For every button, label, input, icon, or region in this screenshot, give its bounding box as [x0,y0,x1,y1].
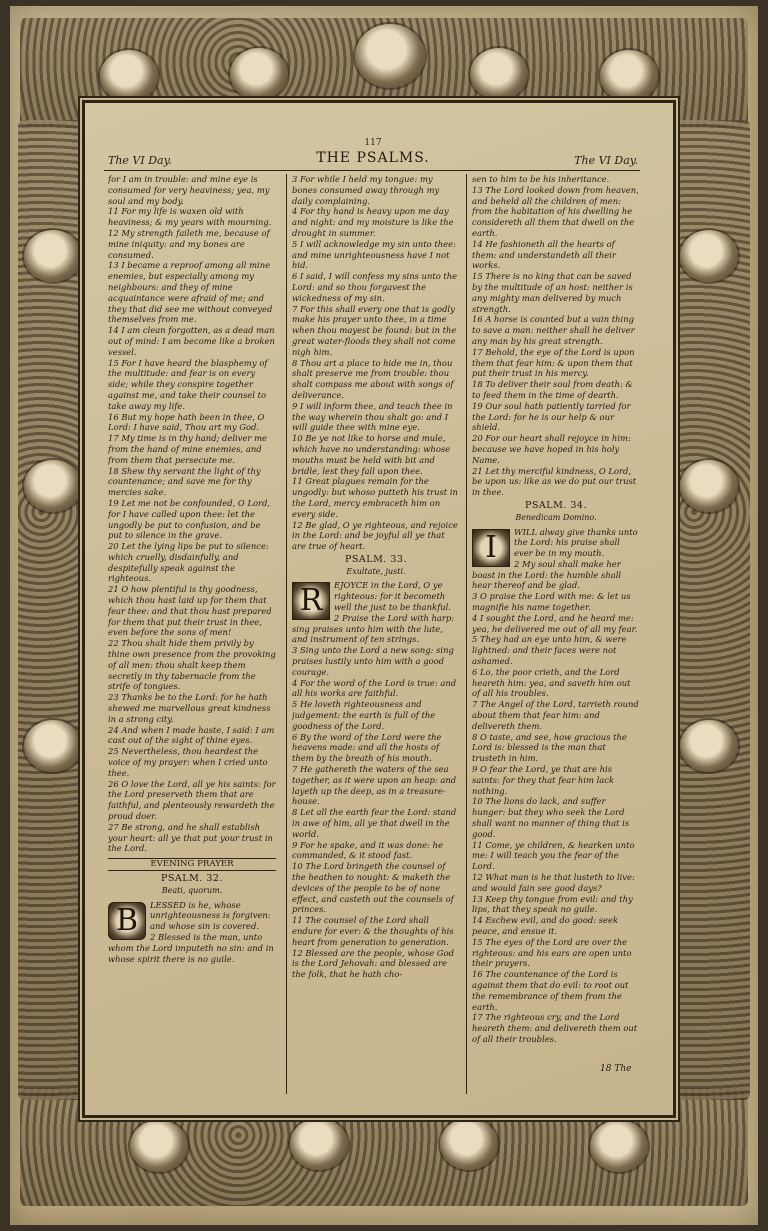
cherub-ornament [680,720,738,772]
verse: 25 Nevertheless, thou heardest the voice of my prayer: when I cried unto thee. [108,746,268,778]
verse: 19 Our soul hath patiently tarried for the Lord: for he is our help & our shield. [472,400,631,433]
verse: 17 My time is in thy hand; deliver me from the hand of mine enemies, and from them that persecute me. [108,433,267,465]
cherub-ornament [100,50,158,102]
verse: 6 By the word of the Lord were the heavens made: and all the hosts of them by the breath of his mouth. [292,731,442,764]
verse: 8 Let all the earth fear the Lord: stand in awe of him, all ye that dwell in the world. [292,807,457,839]
verse: 19 Let me not be confounded, O Lord, for I have called upon thee: let the ungodly be put to confusion, and be put to silence in the grave. [108,497,271,541]
psalm-34-heading: PSALM. 34. [525,499,587,511]
verse: 18 Shew thy servant the light of thy countenance; and save me for thy mercies sake. [108,465,261,498]
running-header [108,150,638,170]
verse: 9 O fear the Lord, ye that are his saints: for they that fear him lack nothing. [472,764,615,796]
cherub-ornament [24,720,82,772]
verse: 16 A horse is counted but a vain thing to save a man: neither shall he deliver any man by his great strength. [472,314,635,346]
header-rule [104,170,640,171]
verse: 21 O how plentiful is thy goodness, which thou hast laid up for them that fear thee: and that thou hast prepared for them that put their trust in thee, even before the sons of men! [108,584,272,638]
verse: 5 I will acknowledge my sin unto thee: and mine unrighteousness have I not hid. [292,238,456,271]
verse: 5 They had an eye unto him, & were lightned: and their faces were not ashamed. [472,634,627,667]
verse: 12 Blessed are the people, whose God is the Lord Jehovah: and blessed are the folk, that he hath cho- [292,947,454,980]
verse: 3 Sing unto the Lord a new song: sing praises lustily unto him with a good courage. [292,645,454,677]
verse: 17 Behold, the eye of the Lord is upon them that fear him: & upon them that put their trust in his mercy. [472,346,635,379]
verse: 8 O taste, and see, how gracious the Lord is: blessed is the man that trusteth in him. [472,731,627,764]
verse: LESSED is he, whose unrighteousness is forgiven: and whose sin is covered. [150,899,271,932]
verse: 2 Blessed is the man, unto whom the Lord imputeth no sin: and in whose spirit there is no guile. [108,931,274,964]
cherub-ornament [600,50,658,102]
cherub-ornament [355,24,425,88]
psalm-32-heading: PSALM. 32. [161,873,223,884]
psalm33-continued-verses [472,174,640,498]
cherub-ornament [680,230,738,282]
verse: 16 But my hope hath been in thee, O Lord: I have said, Thou art my God. [108,411,265,433]
verse: 10 Be ye not like to horse and mule, which have no understanding: whose mouths must be held with bit and bridle, lest they fall upon thee. [292,433,451,476]
cherub-ornament [230,48,288,100]
verse: 9 For he spake, and it was done: he commanded, & it stood fast. [292,839,443,861]
psalm34-verses [472,527,640,1045]
verse: 18 To deliver their soul from death: & to feed them in the time of dearth. [472,379,633,400]
header-left-day: The VI Day. [108,154,172,167]
verse: 7 The Angel of the Lord, tarrieth round about them that fear him: and delivereth them. [472,699,639,731]
verse: 16 The countenance of the Lord is against them that do evil: to root out the remembrance of them from the earth. [472,969,629,1012]
verse: 3 For while I held my tongue: my bones consumed away through my daily complaining. [292,174,440,206]
verse: 20 For our heart shall rejoyce in him: because we have hoped in his holy Name. [472,433,631,465]
verse: 13 The Lord looked down from heaven, and beheld all the children of men: from the habitation of his dwelling he considereth all them that dwell on the earth. [472,184,639,238]
verse: 10 The Lord bringeth the counsel of the heathen to nought: & maketh the devices of the people to be of none effect, and casteth out the counsels of princes. [292,861,454,915]
verse: 6 I said, I will confess my sins unto the Lord: and so thou forgavest the wickedness of my sin. [292,271,458,303]
verse: 15 There is no king that can be saved by the multitude of an host: neither is any mighty man delivered by much strength. [472,271,633,314]
verse: 9 I will inform thee, and teach thee in the way wherein thou shalt go: and I will guide thee with mine eye. [292,400,453,433]
catchword: 18 The [600,1064,632,1074]
verse: 8 Thou art a place to hide me in, thou shalt preserve me from trouble: thou shalt compass me about with songs of deliverance. [292,357,454,400]
header-title: THE PSALMS. [316,150,430,166]
folio-number: 117 [364,138,382,148]
verse: 17 The righteous cry, and the Lord heareth them: and delivereth them out of all their troubles. [472,1012,638,1044]
evening-prayer-heading: EVENING PRAYER [108,858,276,871]
psalm-32-subtitle: Beati, quorum. [161,885,223,895]
cherub-ornament [130,1120,188,1172]
verse: 5 He loveth righteousness and judgement: the earth is full of the goodness of the Lord. [292,699,436,731]
psalm31-verses [108,174,276,854]
verse: 12 My strength faileth me, because of mine iniquity: and my bones are consumed. [108,227,270,260]
dropcap-b: B [108,902,146,940]
verse: 20 Let the lying lips be put to silence: which cruelly, disdainfully, and despitefully speak against the righteous. [108,541,269,584]
cherub-ornament [590,1120,648,1172]
verse: 6 Lo, the poor crieth, and the Lord heareth him: yea, and saveth him out of all his troubles. [472,666,631,699]
verse: 12 What man is he that lusteth to live: and would fain see good days? [472,872,635,893]
verse: 27 Be strong, and he shall establish your heart: all ye that put your trust in the Lord. [108,821,273,854]
verse: 23 Thanks be to the Lord: for he hath shewed me marvellous great kindness in a strong city. [108,692,271,724]
verse: 11 For my life is waxen old with heaviness; & my years with mourning. [108,206,272,228]
cherub-ornament [24,460,82,512]
column-separator [466,174,467,1094]
verse: 12 Be glad, O ye righteous, and rejoice in the Lord: and be joyful all ye that are true of heart. [292,519,458,552]
dropcap-r: R [292,582,330,620]
verse: 4 For the word of the Lord is true: and all his works are faithful. [292,677,457,699]
column-separator [286,174,287,1094]
verse: sen to him to be his inheritance. [472,174,610,184]
verse: 2 My soul shall make her boast in the Lord: the humble shall hear thereof and be glad. [472,558,622,591]
dropcap-i: I [472,529,510,567]
verse: 11 Great plagues remain for the ungodly: but whoso putteth his trust in the Lord, mercy embraceth him on every side. [292,476,458,519]
column-1 [108,174,276,1104]
cherub-ornament [24,230,82,282]
cherub-ornament [440,1118,498,1170]
verse: 22 Thou shalt hide them privily by thine own presence from the provoking of all men: thou shalt keep them secretly in thy tabernacle from the strife of tongues. [108,638,276,692]
header-right-day: The VI Day. [574,154,638,167]
verse: 15 The eyes of the Lord are over the righteous: and his ears are open unto their prayers. [472,936,632,969]
verse: WILL alway give thanks unto the Lord: his praise shall ever be in my mouth. [514,526,638,559]
verse: 21 Let thy merciful kindness, O Lord, be upon us: like as we do put our trust in thee. [472,465,637,498]
psalm-33-heading: PSALM. 33. [345,553,407,565]
cherub-ornament [680,460,738,512]
verse: 4 For thy hand is heavy upon me day and night: and my moisture is like the drought in summer. [292,206,454,238]
verse: 7 For this shall every one that is godly make his prayer unto thee, in a time when thou mayest be found: but in the great water-floods they shall not come nigh him. [292,303,457,357]
psalm-33-subtitle: Exultate, justi. [346,566,406,576]
verse: 13 Keep thy tongue from evil: and thy lips, that they speak no guile. [472,893,633,915]
verse: 15 For I have heard the blasphemy of the multitude: and fear is on every side; while they conspire together against me, and take their counsel to take away my life. [108,357,268,411]
verse: 13 I became a reproof among all mine enemies, but especially among my neighbours: and they of mine acquaintance were afraid of me; and they that did see me without conveyed themselves from me. [108,260,273,325]
verse: EJOYCE in the Lord, O ye righteous: for it becometh well the just to be thankful. [334,580,451,613]
verse: for I am in trouble: and mine eye is consumed for very heaviness; yea, my soul and my body. [108,174,270,206]
psalm-34-subtitle: Benedicam Domino. [515,512,597,522]
verse: 7 He gathereth the waters of the sea together, as it were upon an heap: and layeth up the deep, as in a treasure-house. [292,764,457,807]
verse: 24 And when I made haste, I said: I am cast out of the sight of thine eyes. [108,724,275,746]
column-2 [292,174,460,1104]
verse: 4 I sought the Lord, and he heard me: yea, he delivered me out of all my fear. [472,612,638,634]
verse: 11 The counsel of the Lord shall endure for ever: & the thoughts of his heart from generation to generation. [292,915,454,947]
cherub-ornament [470,48,528,100]
column-3 [472,174,640,1104]
verse: 2 Praise the Lord with harp: sing praises unto him with the lute, and instrument of ten strings. [292,612,455,645]
verse: 26 O love the Lord, all ye his saints: for the Lord preserveth them that are faithful, and plenteously rewardeth the proud doer. [108,778,276,822]
psalm33-verses [292,580,460,979]
cherub-ornament [290,1118,348,1170]
verse: 14 Eschew evil, and do good: seek peace, and ensue it. [472,915,619,936]
verse: 11 Come, ye children, & hearken unto me: I will teach you the fear of the Lord. [472,839,635,872]
verse: 3 O praise the Lord with me: & let us magnifie his name together. [472,591,631,613]
psalm32-continued-verses [292,174,460,552]
verse: 14 He fashioneth all the hearts of them: and understandeth all their works. [472,238,616,271]
verse: 10 The lions do lack, and suffer hunger: but they who seek the Lord shall want no manner of thing that is good. [472,796,630,839]
verse: 14 I am clean forgotten, as a dead man out of mind: I am become like a broken vessel. [108,325,275,357]
